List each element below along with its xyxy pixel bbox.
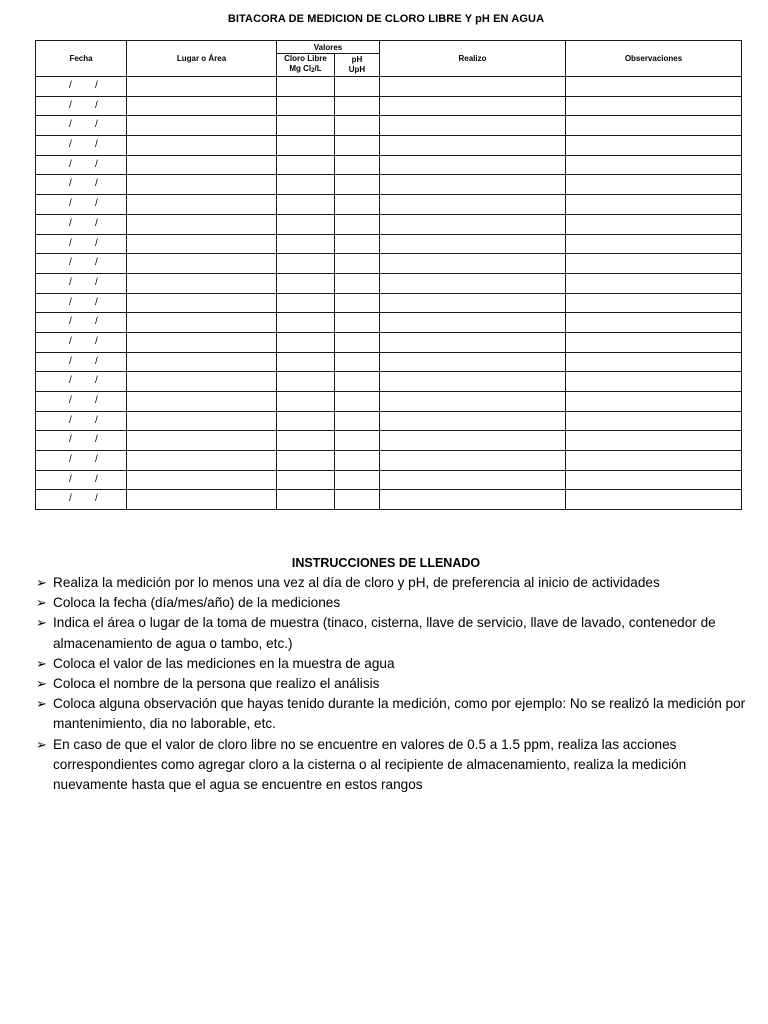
- cloro-cell[interactable]: [277, 96, 335, 116]
- realizo-cell[interactable]: [380, 313, 566, 333]
- lugar-cell[interactable]: [127, 273, 277, 293]
- date-separator: /: [69, 414, 72, 426]
- realizo-cell[interactable]: [380, 411, 566, 431]
- fecha-cell[interactable]: [36, 490, 127, 510]
- arrowhead-bullet-icon: ➢: [36, 615, 47, 631]
- realizo-cell[interactable]: [380, 116, 566, 136]
- date-separator: /: [69, 99, 72, 111]
- instruction-item: [36, 694, 756, 734]
- realizo-cell[interactable]: [380, 451, 566, 471]
- observaciones-cell[interactable]: [566, 352, 742, 372]
- ph-cell[interactable]: [335, 155, 380, 175]
- lugar-cell[interactable]: [127, 372, 277, 392]
- cloro-cell[interactable]: [277, 273, 335, 293]
- date-separator: /: [95, 80, 98, 91]
- header-cloro-line2-end: /L: [314, 64, 322, 73]
- observaciones-cell[interactable]: [566, 175, 742, 195]
- arrowhead-bullet-icon: ➢: [36, 696, 47, 712]
- date-separator: /: [95, 237, 98, 249]
- ph-cell[interactable]: [335, 195, 380, 215]
- arrowhead-bullet-icon: ➢: [36, 676, 47, 692]
- date-separator: /: [95, 414, 98, 426]
- table-row: [36, 155, 742, 175]
- lugar-cell[interactable]: [127, 254, 277, 274]
- lugar-cell[interactable]: [127, 234, 277, 254]
- ph-cell[interactable]: [335, 175, 380, 195]
- realizo-cell[interactable]: [380, 77, 566, 97]
- table-row: [36, 313, 742, 333]
- header-realizo: Realizo: [380, 41, 566, 77]
- date-separator: /: [69, 493, 72, 505]
- table-row: [36, 332, 742, 352]
- ph-cell[interactable]: [335, 116, 380, 136]
- measurement-log-table: [35, 40, 742, 510]
- realizo-cell[interactable]: [380, 470, 566, 490]
- realizo-cell[interactable]: [380, 254, 566, 274]
- realizo-cell[interactable]: [380, 234, 566, 254]
- cloro-cell[interactable]: [277, 490, 335, 510]
- fecha-cell[interactable]: [36, 254, 127, 274]
- cloro-cell[interactable]: [277, 175, 335, 195]
- table-row: [36, 273, 742, 293]
- ph-cell[interactable]: [335, 313, 380, 333]
- ph-cell[interactable]: [335, 490, 380, 510]
- date-separator: /: [69, 395, 72, 406]
- table-row: [36, 372, 742, 392]
- date-separator: /: [69, 119, 72, 131]
- ph-cell[interactable]: [335, 470, 380, 490]
- header-ph-line1: pH: [351, 55, 363, 64]
- lugar-cell[interactable]: [127, 313, 277, 333]
- header-fecha: Fecha: [36, 41, 127, 77]
- fecha-cell[interactable]: [36, 451, 127, 471]
- table-row: [36, 431, 742, 451]
- date-separator: /: [69, 296, 72, 308]
- fecha-cell[interactable]: [36, 195, 127, 215]
- lugar-cell[interactable]: [127, 96, 277, 116]
- cloro-cell[interactable]: [277, 214, 335, 234]
- table-row: [36, 392, 742, 412]
- realizo-cell[interactable]: [380, 175, 566, 195]
- arrowhead-bullet-icon: ➢: [36, 575, 47, 590]
- header-ph-line2: UpH: [348, 65, 366, 74]
- date-separator: /: [95, 316, 98, 328]
- observaciones-cell[interactable]: [566, 214, 742, 234]
- instruction-text: Coloca el nombre de la persona que realizo el análisis: [53, 676, 380, 692]
- cloro-cell[interactable]: [277, 77, 335, 97]
- header-ph: [335, 54, 380, 77]
- fecha-cell[interactable]: [36, 372, 127, 392]
- cloro-cell[interactable]: [277, 293, 335, 313]
- cloro-cell[interactable]: [277, 116, 335, 136]
- lugar-cell[interactable]: [127, 411, 277, 431]
- instruction-item: [36, 735, 756, 796]
- observaciones-cell[interactable]: [566, 155, 742, 175]
- lugar-cell[interactable]: [127, 175, 277, 195]
- table-row: [36, 136, 742, 156]
- header-cloro-line2: Mg Cl: [289, 64, 312, 73]
- date-separator: /: [69, 178, 72, 190]
- cloro-cell[interactable]: [277, 332, 335, 352]
- observaciones-cell[interactable]: [566, 293, 742, 313]
- fecha-cell[interactable]: [36, 155, 127, 175]
- date-separator: /: [69, 473, 72, 485]
- table-row: [36, 175, 742, 195]
- ph-cell[interactable]: [335, 77, 380, 97]
- realizo-cell[interactable]: [380, 214, 566, 234]
- date-separator: /: [95, 217, 98, 229]
- date-separator: /: [95, 257, 98, 269]
- lugar-cell[interactable]: [127, 77, 277, 97]
- cloro-cell[interactable]: [277, 352, 335, 372]
- table-row: [36, 352, 742, 372]
- instruction-text: Coloca el valor de las mediciones en la muestra de agua: [53, 655, 395, 671]
- instructions-title: INSTRUCCIONES DE LLENADO: [291, 556, 481, 570]
- observaciones-cell[interactable]: [566, 490, 742, 510]
- fecha-cell[interactable]: [36, 332, 127, 352]
- document-title: BITACORA DE MEDICION DE CLORO LIBRE Y pH EN AGUA: [227, 13, 545, 25]
- lugar-cell[interactable]: [127, 293, 277, 313]
- lugar-cell[interactable]: [127, 490, 277, 510]
- header-cloro-sub: 2: [311, 68, 315, 74]
- fecha-cell[interactable]: [36, 234, 127, 254]
- lugar-cell[interactable]: [127, 352, 277, 372]
- date-separator: /: [95, 434, 98, 446]
- date-separator: /: [69, 454, 72, 466]
- lugar-cell[interactable]: [127, 116, 277, 136]
- table-row: [36, 195, 742, 215]
- instruction-text: En caso de que el valor de cloro libre no se encuentre en valores de 0.5 a 1.5 ppm, realiza las acciones correspondientes como agregar cloro a la cisterna o al recipiente de almacenamiento, realiza la medición nuevamente hasta que el agua se encuentre en estos rangos: [53, 736, 687, 793]
- fecha-cell[interactable]: [36, 214, 127, 234]
- lugar-cell[interactable]: [127, 332, 277, 352]
- lugar-cell[interactable]: [127, 470, 277, 490]
- cloro-cell[interactable]: [277, 195, 335, 215]
- observaciones-cell[interactable]: [566, 431, 742, 451]
- ph-cell[interactable]: [335, 273, 380, 293]
- header-lugar: Lugar o Área: [127, 41, 277, 77]
- date-separator: /: [95, 99, 98, 111]
- date-separator: /: [95, 493, 98, 505]
- cloro-cell[interactable]: [277, 411, 335, 431]
- observaciones-cell[interactable]: [566, 332, 742, 352]
- realizo-cell[interactable]: [380, 136, 566, 156]
- instructions-list: [36, 573, 756, 795]
- date-separator: /: [69, 257, 72, 269]
- date-separator: /: [95, 473, 98, 485]
- observaciones-cell[interactable]: [566, 116, 742, 136]
- ph-cell[interactable]: [335, 451, 380, 471]
- lugar-cell[interactable]: [127, 136, 277, 156]
- cloro-cell[interactable]: [277, 136, 335, 156]
- fecha-cell[interactable]: [36, 116, 127, 136]
- date-separator: /: [69, 434, 72, 446]
- date-separator: /: [95, 375, 98, 387]
- date-separator: /: [95, 198, 98, 210]
- realizo-cell[interactable]: [380, 195, 566, 215]
- date-separator: /: [95, 119, 98, 131]
- ph-cell[interactable]: [335, 234, 380, 254]
- table-row: [36, 116, 742, 136]
- date-separator: /: [69, 375, 72, 387]
- ph-cell[interactable]: [335, 431, 380, 451]
- date-separator: /: [69, 276, 72, 288]
- date-separator: /: [69, 139, 72, 151]
- cloro-cell[interactable]: [277, 470, 335, 490]
- ph-cell[interactable]: [335, 214, 380, 234]
- header-observaciones: Observaciones: [566, 41, 742, 77]
- date-separator: /: [69, 335, 72, 347]
- arrowhead-bullet-icon: ➢: [36, 595, 47, 611]
- lugar-cell[interactable]: [127, 392, 277, 412]
- observaciones-cell[interactable]: [566, 136, 742, 156]
- instruction-text: Indica el área o lugar de la toma de muestra (tinaco, cisterna, llave de servicio, llave de lavado, contenedor de almacenamiento de agua o tambo, etc.): [53, 615, 716, 651]
- date-separator: /: [69, 80, 72, 91]
- fecha-cell[interactable]: [36, 411, 127, 431]
- fecha-cell[interactable]: [36, 392, 127, 412]
- date-separator: /: [95, 335, 98, 347]
- fecha-cell[interactable]: [36, 293, 127, 313]
- fecha-cell[interactable]: [36, 175, 127, 195]
- ph-cell[interactable]: [335, 293, 380, 313]
- lugar-cell[interactable]: [127, 155, 277, 175]
- lugar-cell[interactable]: [127, 451, 277, 471]
- ph-cell[interactable]: [335, 96, 380, 116]
- cloro-cell[interactable]: [277, 431, 335, 451]
- fecha-cell[interactable]: [36, 96, 127, 116]
- realizo-cell[interactable]: [380, 392, 566, 412]
- date-separator: /: [69, 158, 72, 170]
- log-body: [36, 77, 742, 510]
- observaciones-cell[interactable]: [566, 411, 742, 431]
- date-separator: /: [95, 276, 98, 288]
- instruction-item: [36, 654, 756, 674]
- ph-cell[interactable]: [335, 332, 380, 352]
- realizo-cell[interactable]: [380, 490, 566, 510]
- instruction-text: Realiza la medición por lo menos una vez al día de cloro y pH, de preferencia al inicio de actividades: [53, 575, 660, 590]
- date-separator: /: [95, 395, 98, 406]
- table-row: [36, 293, 742, 313]
- table-row: [36, 234, 742, 254]
- realizo-cell[interactable]: [380, 293, 566, 313]
- instruction-item: [36, 674, 756, 694]
- table-row: [36, 77, 742, 97]
- date-separator: /: [95, 158, 98, 170]
- table-row: [36, 490, 742, 510]
- fecha-cell[interactable]: [36, 273, 127, 293]
- table-row: [36, 96, 742, 116]
- cloro-cell[interactable]: [277, 372, 335, 392]
- fecha-cell[interactable]: [36, 136, 127, 156]
- instruction-text: Coloca alguna observación que hayas tenido durante la medición, como por ejemplo: No se realizó la medición por mantenimiento, dia no laborable, etc.: [53, 696, 746, 732]
- date-separator: /: [69, 217, 72, 229]
- observaciones-cell[interactable]: [566, 96, 742, 116]
- observaciones-cell[interactable]: [566, 195, 742, 215]
- cloro-cell[interactable]: [277, 234, 335, 254]
- date-separator: /: [69, 237, 72, 249]
- observaciones-cell[interactable]: [566, 234, 742, 254]
- fecha-cell[interactable]: [36, 431, 127, 451]
- observaciones-cell[interactable]: [566, 254, 742, 274]
- fecha-cell[interactable]: [36, 77, 127, 97]
- realizo-cell[interactable]: [380, 431, 566, 451]
- instruction-item: [36, 613, 756, 653]
- table-row: [36, 451, 742, 471]
- cloro-cell[interactable]: [277, 254, 335, 274]
- observaciones-cell[interactable]: [566, 392, 742, 412]
- realizo-cell[interactable]: [380, 332, 566, 352]
- table-row: [36, 411, 742, 431]
- lugar-cell[interactable]: [127, 195, 277, 215]
- ph-cell[interactable]: [335, 411, 380, 431]
- realizo-cell[interactable]: [380, 372, 566, 392]
- date-separator: /: [95, 355, 98, 367]
- fecha-cell[interactable]: [36, 352, 127, 372]
- instruction-item: [36, 593, 756, 613]
- date-separator: /: [95, 178, 98, 190]
- realizo-cell[interactable]: [380, 273, 566, 293]
- date-separator: /: [95, 139, 98, 151]
- cloro-cell[interactable]: [277, 392, 335, 412]
- header-cloro-line1: Cloro Libre: [284, 54, 327, 63]
- instruction-item: [36, 573, 756, 593]
- observaciones-cell[interactable]: [566, 372, 742, 392]
- observaciones-cell[interactable]: [566, 77, 742, 97]
- header-cloro-libre: [277, 54, 335, 77]
- arrowhead-bullet-icon: ➢: [36, 655, 47, 671]
- cloro-cell[interactable]: [277, 155, 335, 175]
- realizo-cell[interactable]: [380, 155, 566, 175]
- ph-cell[interactable]: [335, 372, 380, 392]
- ph-cell[interactable]: [335, 254, 380, 274]
- cloro-cell[interactable]: [277, 313, 335, 333]
- observaciones-cell[interactable]: [566, 470, 742, 490]
- ph-cell[interactable]: [335, 392, 380, 412]
- cloro-cell[interactable]: [277, 451, 335, 471]
- table-row: [36, 470, 742, 490]
- table-row: [36, 214, 742, 234]
- date-separator: /: [69, 198, 72, 210]
- lugar-cell[interactable]: [127, 214, 277, 234]
- date-separator: /: [69, 316, 72, 328]
- date-separator: /: [95, 296, 98, 308]
- fecha-cell[interactable]: [36, 313, 127, 333]
- lugar-cell[interactable]: [127, 431, 277, 451]
- observaciones-cell[interactable]: [566, 313, 742, 333]
- date-separator: /: [69, 355, 72, 367]
- observaciones-cell[interactable]: [566, 451, 742, 471]
- date-separator: /: [95, 454, 98, 466]
- instruction-text: Coloca la fecha (día/mes/año) de la mediciones: [53, 595, 341, 611]
- ph-cell[interactable]: [335, 352, 380, 372]
- arrowhead-bullet-icon: ➢: [36, 736, 47, 752]
- ph-cell[interactable]: [335, 136, 380, 156]
- header-valores: Valores: [277, 41, 380, 54]
- realizo-cell[interactable]: [380, 96, 566, 116]
- fecha-cell[interactable]: [36, 470, 127, 490]
- observaciones-cell[interactable]: [566, 273, 742, 293]
- realizo-cell[interactable]: [380, 352, 566, 372]
- table-row: [36, 254, 742, 274]
